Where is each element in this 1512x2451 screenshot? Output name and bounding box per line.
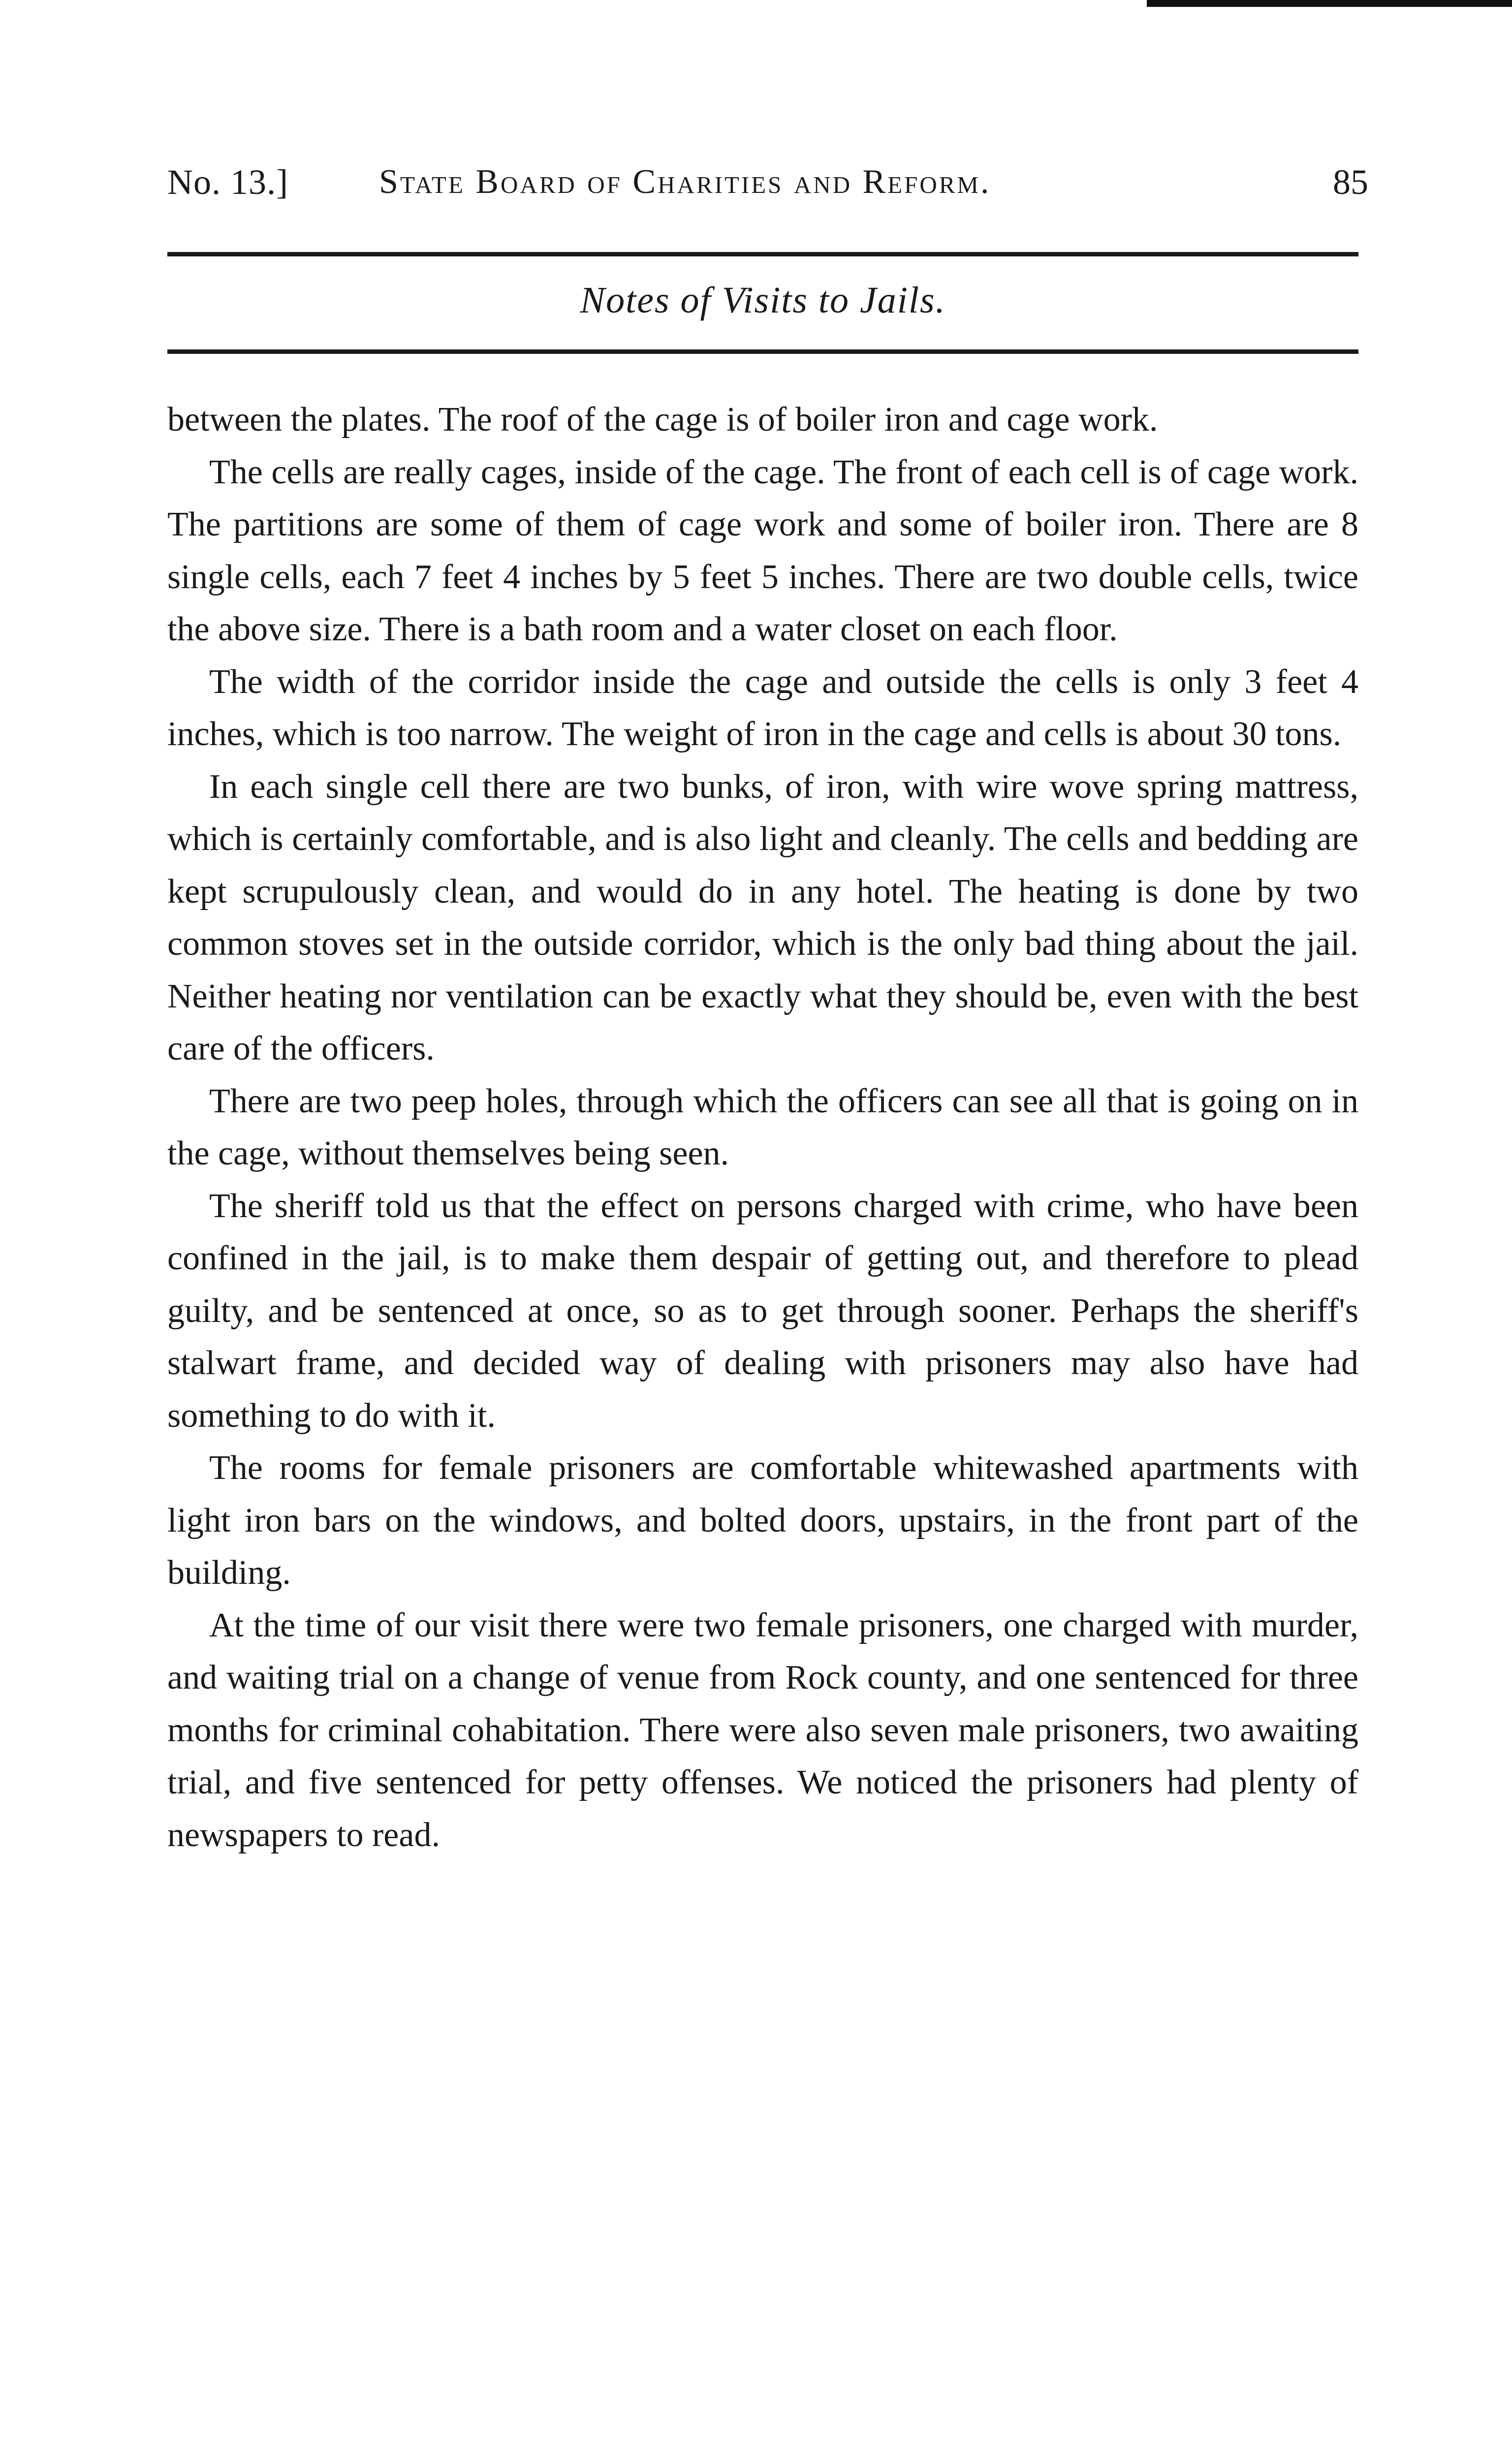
publication-title: State Board of Charities and Reform. [379, 163, 991, 201]
header-rule-top [167, 252, 1358, 256]
paragraph: The width of the corridor inside the cage and outside the cells is only 3 feet 4 inches, which is too narrow. The weight of iron in the cage and cells is about 30 tons. [167, 662, 1358, 753]
paragraph: There are two peep holes, through which the officers can see all that is going on in the cage, without themselves being seen. [167, 1082, 1358, 1172]
paragraph-continuation: between the plates. The roof of the cage is of boiler iron and cage work. [167, 401, 1158, 439]
paragraph: In each single cell there are two bunks, of iron, with wire wove spring mattress, which is certainly comfortable, and is also light and cleanly. The cells and bedding are kept scrupulously clean, and would do in any hotel. The heating is done by two common stoves set in the outside corridor, which is the only bad thing about the jail. Neither heating nor ventilation can be exactly what they should be, even with the best care of the officers. [167, 767, 1358, 1068]
page-number: 85 [1333, 162, 1368, 202]
paragraph: The rooms for female prisoners are comfortable whitewashed apartments with light iron bars on the windows, and bolted doors, upstairs, in the front part of the building. [167, 1449, 1358, 1592]
paragraph: At the time of our visit there were two female prisoners, one charged with murder, and waiting trial on a change of venue from Rock county, and one sentenced for three months for criminal cohabitation. There were also seven male prisoners, two awaiting trial, and five sentenced for petty offenses. We noticed the prisoners had plenty of newspapers to read. [167, 1606, 1358, 1854]
header-rule-bottom [167, 349, 1358, 354]
scan-edge-line [1147, 0, 1512, 7]
body-text [167, 394, 1358, 1861]
section-title: Notes of Visits to Jails. [580, 280, 946, 321]
document-number: No. 13.] [167, 162, 288, 202]
running-header [167, 150, 1368, 214]
paragraph: The sheriff told us that the effect on persons charged with crime, who have been confined in the jail, is to make them despair of getting out, and therefore to plead guilty, and be sentenced at once, so as to get through sooner. Perhaps the sheriff's stalwart frame, and decided way of dealing with prisoners may also have had something to do with it. [167, 1187, 1358, 1435]
paragraph: The cells are really cages, inside of the cage. The front of each cell is of cage work. The partitions are some of them of cage work and some of boiler iron. There are 8 single cells, each 7 feet 4 inches by 5 feet 5 inches. There are two double cells, twice the above size. There is a bath room and a water closet on each floor. [167, 453, 1358, 648]
